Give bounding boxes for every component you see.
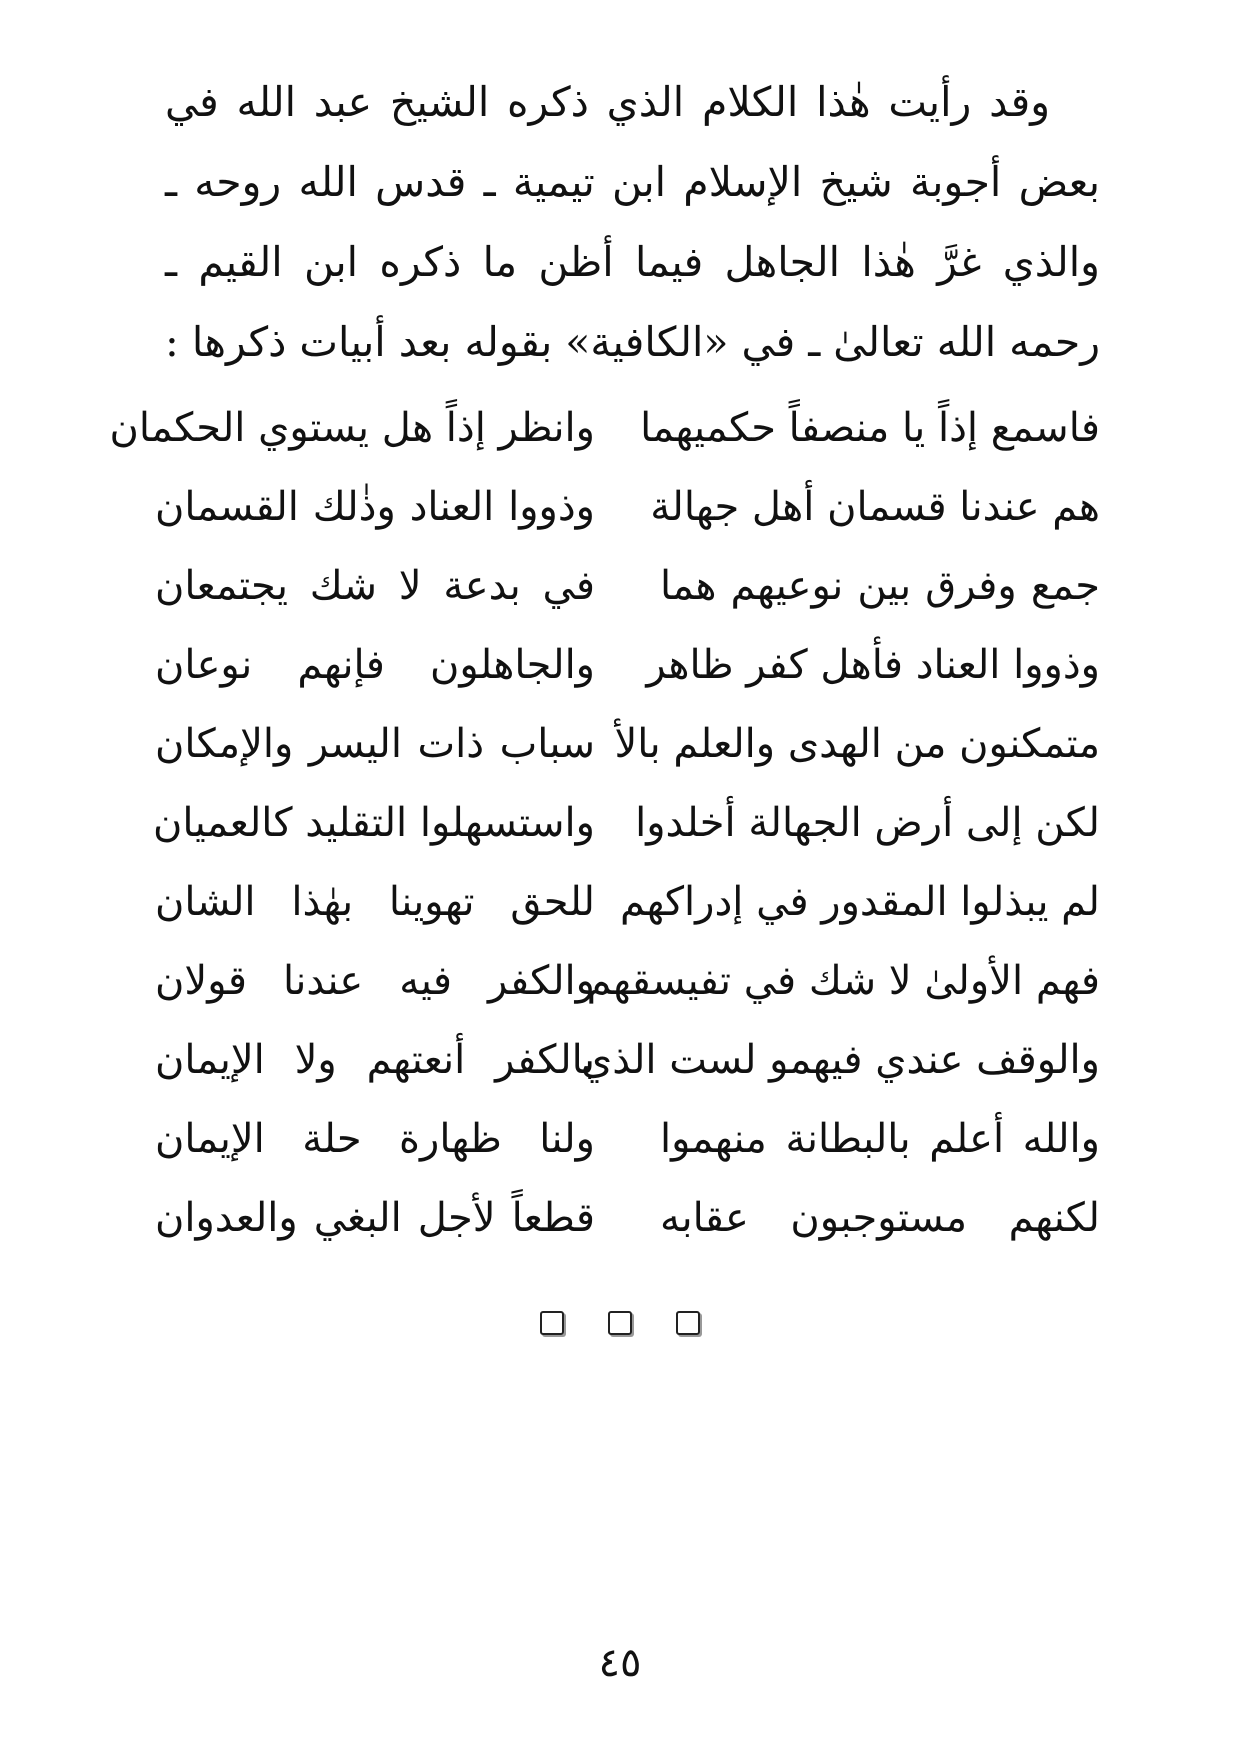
prose-paragraph — [165, 62, 1100, 382]
verse-row — [155, 862, 1100, 941]
prose-line-3: أظن ما ذكره ابن القيم ـ رحمه الله تعالىٰ ـ في «الكافية» بقوله بعد — [165, 238, 1100, 366]
verse-second-hemistich: في بدعة لا شك يجتمعان — [155, 562, 595, 609]
verse-row — [155, 783, 1100, 862]
verse-second-hemistich: والجاهلون فإنهم نوعان — [155, 641, 595, 688]
verse-second-hemistich: وذووا العناد وذٰلك القسمان — [155, 483, 595, 530]
verse-first-hemistich: فاسمع إذاً يا منصفاً حكميهما — [640, 404, 1100, 451]
verse-first-hemistich: وذووا العناد فأهل كفر ظاهر — [646, 641, 1100, 688]
verse-first-hemistich: فهم الأولىٰ لا شك في تفيسقهم — [586, 957, 1100, 1004]
verse-second-hemistich: بالكفر أنعتهم ولا الإيمان — [155, 1036, 595, 1083]
verse-first-hemistich: لم يبذلوا المقدور في إدراكهم — [619, 878, 1100, 925]
verse-row — [155, 704, 1100, 783]
verse-second-hemistich: للحق تهوينا بهٰذا الشان — [155, 878, 595, 925]
prose-line-4: أبيات ذكرها : — [165, 318, 386, 366]
section-separator — [0, 1311, 1240, 1335]
separator-box-icon — [540, 1311, 564, 1335]
verse-row — [155, 941, 1100, 1020]
verse-row — [155, 1020, 1100, 1099]
verse-second-hemistich: قطعاً لأجل البغي والعدوان — [155, 1194, 595, 1241]
verse-row — [155, 1099, 1100, 1178]
separator-box-icon — [676, 1311, 700, 1335]
verse-second-hemistich: ولنا ظهارة حلة الإيمان — [155, 1115, 595, 1162]
verse-row — [155, 1178, 1100, 1257]
verse-row — [155, 546, 1100, 625]
verse-first-hemistich: هم عندنا قسمان أهل جهالة — [650, 483, 1100, 530]
verse-second-hemistich: سباب ذات اليسر والإمكان — [155, 720, 595, 767]
verse-first-hemistich: لكنهم مستوجبون عقابه — [660, 1194, 1100, 1241]
verse-first-hemistich: متمكنون من الهدى والعلم بالأ — [614, 720, 1100, 767]
prose-line-2: شيخ الإسلام ابن تيمية ـ قدس الله روحه ـ والذي غرَّ هٰذا الجاهل فيما — [165, 158, 1100, 286]
verse-row — [109, 388, 1100, 467]
page-number: ٤٥ — [598, 1640, 642, 1686]
separator-box-icon — [608, 1311, 632, 1335]
verse-second-hemistich: والكفر فيه عندنا قولان — [155, 957, 595, 1004]
verse-second-hemistich: واستسهلوا التقليد كالعميان — [153, 799, 595, 846]
verse-first-hemistich: والوقف عندي فيهمو لست الذي — [580, 1036, 1100, 1083]
prose-line-1: وقد رأيت هٰذا الكلام الذي ذكره الشيخ عبد الله في بعض أجوبة — [165, 78, 1100, 206]
verse-first-hemistich: لكن إلى أرض الجهالة أخلدوا — [635, 799, 1100, 846]
verse-row — [155, 625, 1100, 704]
verse-first-hemistich: والله أعلم بالبطانة منهموا — [660, 1115, 1100, 1162]
verse-row — [155, 467, 1100, 546]
poem-verses — [109, 388, 1100, 1257]
verse-second-hemistich: وانظر إذاً هل يستوي الحكمان — [109, 404, 595, 451]
verse-first-hemistich: جمع وفرق بين نوعيهم هما — [660, 562, 1100, 609]
